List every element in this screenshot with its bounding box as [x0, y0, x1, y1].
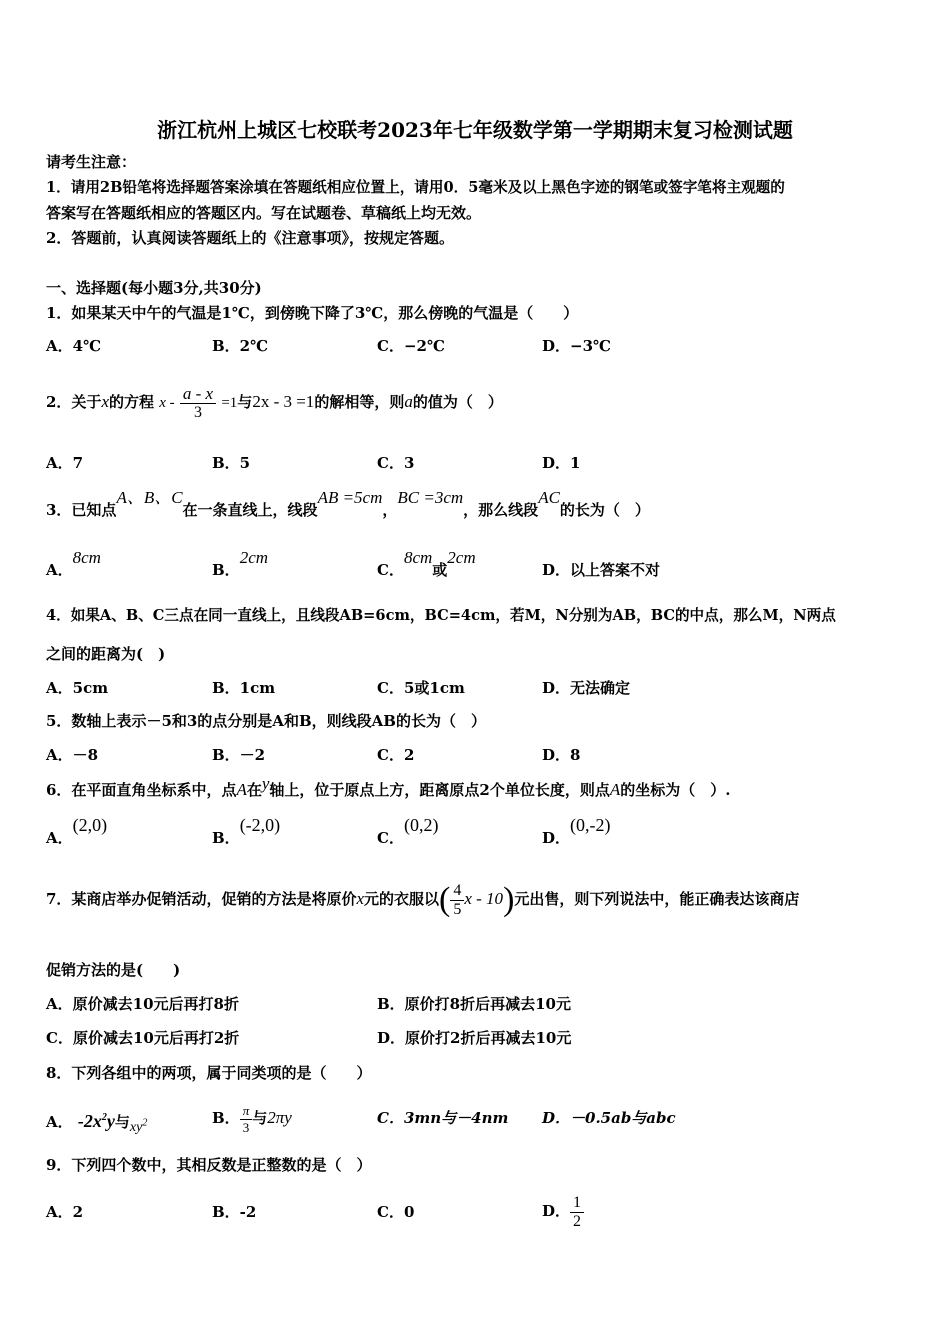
- q3-option-d: D．以上答案不对: [542, 561, 661, 579]
- q7-pre: 7．某商店举办促销活动，促销的方法是将原价: [46, 890, 357, 908]
- q2-x-var: x: [101, 392, 109, 411]
- q2-option-d: D．1: [542, 454, 581, 472]
- q3-a-value: 8cm: [72, 548, 101, 567]
- question-4-line-2: 之间的距离为( ): [46, 645, 166, 663]
- q2-mid3: 的解相等，则: [314, 393, 405, 411]
- q7-option-a: A．原价减去10元后再打8折: [46, 995, 239, 1013]
- question-3-stem: [46, 488, 650, 520]
- q3-post: 的长为（ ）: [559, 501, 650, 519]
- q6-c-label: C．: [377, 829, 404, 847]
- question-5-stem: 5．数轴上表示－5和3的点分别是A和B，则线段AB的长为（ ）: [46, 712, 486, 730]
- q8-a-term-2: [129, 1117, 148, 1135]
- q8-a-term-2-base: xy: [129, 1120, 143, 1135]
- question-9-stem: 9．下列四个数中，其相反数是正整数的是（ ）: [46, 1156, 372, 1174]
- q2-post: 的值为（ ）: [412, 393, 503, 411]
- q2-option-b: B．5: [212, 454, 251, 472]
- q8-option-d: D．－0.5ab与abc: [542, 1109, 676, 1127]
- q2-option-a: A．7: [46, 454, 84, 472]
- q5-option-d: D．8: [542, 746, 581, 764]
- question-4-line-1: 4．如果A、B、C三点在同一直线上，且线段AB=6cm，BC=4cm，若M，N分别为AB，BC的中点，那么M，N两点: [46, 607, 836, 624]
- q8-b-label: B．: [212, 1109, 240, 1127]
- notes-line-2: 答案写在答题纸相应的答题区内。写在试题卷、草稿纸上均无效。: [46, 204, 482, 222]
- q4-option-d: D．无法确定: [542, 679, 631, 697]
- q2-eq-left: x -: [159, 395, 175, 411]
- q8-option-b: [212, 1098, 292, 1138]
- q7-option-d: D．原价打2折后再减去10元: [377, 1029, 572, 1047]
- q2-option-c: C．3: [377, 454, 415, 472]
- q6-a-label: A．: [46, 829, 73, 847]
- q8-b-term-2: 2πy: [267, 1108, 292, 1127]
- q3-option-c: [377, 548, 476, 580]
- q9-d-fraction: [570, 1194, 584, 1231]
- q3-b-value: 2cm: [239, 548, 269, 567]
- q7-right-paren: ): [503, 881, 515, 918]
- q6-a-var: A: [236, 780, 247, 799]
- q9-option-a: A．2: [46, 1203, 84, 1221]
- q2-frac-num: a - x: [180, 385, 216, 404]
- q7-left-paren: (: [439, 881, 451, 918]
- question-8-stem: 8．下列各组中的两项，属于同类项的是（ ）: [46, 1064, 372, 1082]
- q8-a-term-1: [78, 1111, 115, 1131]
- q6-mid1: 在: [246, 781, 262, 799]
- q4-option-c: C．5或1cm: [377, 679, 465, 697]
- q3-c-value-2: 2cm: [447, 548, 476, 567]
- q8-b-and: 与: [252, 1109, 268, 1127]
- q2-pre: 2．关于: [46, 393, 102, 411]
- q8-b-fraction: [240, 1103, 253, 1136]
- q7-option-b: B．原价打8折后再减去10元: [377, 995, 571, 1013]
- q2-eq2: 2x - 3 =1: [252, 392, 315, 411]
- question-7-stem: [46, 872, 799, 926]
- q3-ab: AB =5cm: [317, 488, 383, 507]
- notes-heading: 请考生注意：: [46, 153, 137, 171]
- q6-a-var-2: A: [609, 780, 621, 799]
- q7-frac-den: 5: [453, 900, 462, 918]
- q5-option-a: A．－8: [46, 746, 99, 764]
- q8-a-and: 与: [114, 1113, 130, 1131]
- q8-b-frac-den: 3: [242, 1119, 250, 1135]
- q9-option-b: B．-2: [212, 1203, 257, 1221]
- q3-c-or: 或: [432, 561, 448, 579]
- q3-mid2: ，那么线段: [463, 501, 539, 519]
- q6-option-d: [542, 815, 611, 848]
- q7-post: 元出售，则下列说法中，能正确表达该商店: [514, 890, 800, 908]
- q8-a-term-1-exp: 2: [101, 1112, 107, 1123]
- q7-fraction: [450, 882, 464, 919]
- q3-points: A、B、C: [116, 488, 183, 507]
- q7-expression: x - 10: [464, 889, 504, 908]
- q1-option-a: A．4℃: [46, 337, 102, 355]
- q7-mid: 元的衣服以: [364, 890, 440, 908]
- page-title: 浙江杭州上城区七校联考2023年七年级数学第一学期期末复习检测试题: [157, 118, 793, 142]
- q6-post: 的坐标为（ ）.: [620, 781, 731, 799]
- q6-option-b: [212, 815, 281, 848]
- section-heading: 一、选择题(每小题3分,共30分): [46, 279, 262, 297]
- q2-a-var: a: [404, 392, 413, 411]
- q2-mid2: 与: [237, 393, 253, 411]
- q9-option-c: C．0: [377, 1203, 415, 1221]
- q1-option-d: D．−3℃: [542, 337, 611, 355]
- q6-d-label: D．: [542, 829, 571, 847]
- q1-option-c: C．−2℃: [377, 337, 445, 355]
- notes-line-1: 1．请用2B铅笔将选择题答案涂填在答题纸相应位置上，请用0．5毫米及以上黑色字迹的钢笔或签字笔将主观题的: [46, 179, 785, 196]
- q2-eq-right: =1: [221, 395, 238, 411]
- q3-comma: ，: [382, 501, 398, 519]
- q7-frac-num: 4: [450, 882, 464, 901]
- q3-mid1: 在一条直线上，线段: [182, 501, 318, 519]
- q3-a-label: A．: [46, 561, 73, 579]
- q8-option-a: [46, 1108, 147, 1134]
- q8-a-term-1-y: y: [106, 1111, 115, 1131]
- q2-mid1: 的方程: [108, 393, 154, 411]
- q3-c-label: C．: [377, 561, 404, 579]
- q6-y-var: y: [261, 774, 270, 793]
- q6-d-value: (0,-2): [570, 815, 611, 835]
- q8-a-label: A．: [46, 1113, 73, 1131]
- q3-option-b: [212, 548, 269, 580]
- q3-bc: BC =3cm: [397, 488, 464, 507]
- q9-d-frac-num: 1: [570, 1194, 584, 1213]
- q4-option-b: B．1cm: [212, 679, 276, 697]
- q5-option-c: C．2: [377, 746, 415, 764]
- q3-pre: 3．已知点: [46, 501, 117, 519]
- q8-b-frac-num: π: [240, 1103, 253, 1120]
- q8-a-term-2-exp: 2: [142, 1117, 148, 1129]
- q2-fraction: [180, 385, 216, 422]
- q5-option-b: B．－2: [212, 746, 266, 764]
- q9-option-d: [542, 1188, 584, 1234]
- question-2-stem: [46, 376, 503, 429]
- q8-a-term-1-base: -2x: [77, 1111, 102, 1131]
- q6-option-c: [377, 815, 439, 848]
- q9-d-label: D．: [542, 1202, 571, 1220]
- q6-option-a: [46, 815, 108, 848]
- q6-mid2: 轴上，位于原点上方，距离原点2个单位长度，则点: [269, 781, 610, 799]
- q6-pre: 6．在平面直角坐标系中，点: [46, 781, 237, 799]
- question-6-stem: [46, 774, 731, 800]
- q6-b-value: (-2,0): [239, 815, 281, 835]
- q2-frac-den: 3: [193, 403, 202, 421]
- q1-option-b: B．2℃: [212, 337, 269, 355]
- q8-option-c: C．3mn与－4nm: [377, 1109, 509, 1127]
- q3-c-value-1: 8cm: [403, 548, 433, 567]
- q7-option-c: C．原价减去10元后再打2折: [46, 1029, 240, 1047]
- q6-a-value: (2,0): [72, 815, 108, 835]
- q9-d-frac-den: 2: [573, 1212, 582, 1230]
- q6-c-value: (0,2): [403, 815, 439, 835]
- q3-b-label: B．: [212, 561, 240, 579]
- question-7-line-2: 促销方法的是( ): [46, 961, 181, 979]
- q4-option-a: A．5cm: [46, 679, 109, 697]
- notes-line-3: 2．答题前，认真阅读答题纸上的《注意事项》，按规定答题。: [46, 229, 454, 247]
- q3-ac: AC: [538, 488, 560, 507]
- q3-option-a: [46, 548, 101, 580]
- q6-b-label: B．: [212, 829, 240, 847]
- q7-x-var: x: [356, 889, 364, 908]
- question-1-stem: 1．如果某天中午的气温是1℃，到傍晚下降了3℃，那么傍晚的气温是（ ）: [46, 304, 579, 322]
